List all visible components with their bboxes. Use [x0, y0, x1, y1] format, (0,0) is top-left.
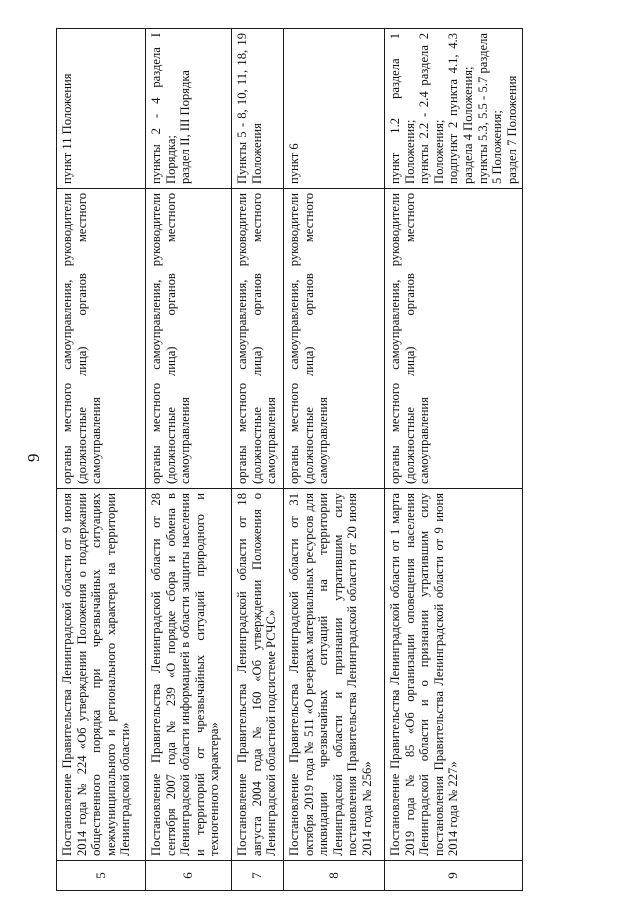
reference-line: пункт 1.2 раздела 1 Положения; [388, 33, 417, 184]
reference-line: подпункт 2 пункта 4.1, 4.3 раздела 4 Положения; [446, 33, 475, 184]
references-cell [146, 29, 232, 189]
regulations-table [56, 28, 523, 891]
reference-line: пункты 2.2 - 2.4 раздела 2 Положения; [417, 33, 446, 184]
reference-line: раздел II, III Порядка [178, 70, 193, 184]
subjects-cell: органы местного самоуправления, руководители (должностные лица) органов местного самоуправления [146, 189, 232, 489]
subjects-cell: органы местного самоуправления, руководители (должностные лица) органов местного самоуправления [284, 189, 385, 489]
reference-line: раздел 7 Положения [504, 75, 519, 184]
row-number: 9 [385, 861, 523, 891]
reference-line: пункты 2 - 4 раздела I Порядка; [149, 33, 178, 184]
document-title: Постановление Правительства Ленинградской области от 9 июня 2014 года № 224 «Об утверждении Положения о поддержании общественного порядка при чрезвычайных ситуациях межмуниципального и регионального характера на территории Ленинградской области» [57, 489, 146, 861]
table-row [284, 29, 385, 891]
reference-line: пункты 5.3, 5.5 - 5.7 раздела 5 Положения; [475, 33, 505, 184]
subjects-cell: органы местного самоуправления, руководители (должностные лица) органов местного самоуправления [385, 189, 523, 489]
reference-line: Пункты 5 - 8, 10, 11, 18, 19 Положения [235, 33, 264, 184]
subjects-cell: органы местного самоуправления, руководители (должностные лица) органов местного самоуправления [232, 189, 284, 489]
document-title: Постановление Правительства Ленинградской области от 31 октября 2019 года № 511 «О резервах материальных ресурсов для ликвидации чрезвычайных ситуаций на территории Ленинградской области и признании утратившим силу постановления Правительства Ленинградской области от 20 июня 2014 года № 256» [284, 489, 385, 861]
reference-line: пункт 11 Положения [60, 73, 74, 184]
references-cell [232, 29, 284, 189]
table-row [146, 29, 232, 891]
table-row [232, 29, 284, 891]
subjects-cell: органы местного самоуправления, руководители (должностные лица) органов местного самоуправления [57, 189, 146, 489]
row-number: 5 [57, 861, 146, 891]
row-number: 7 [232, 861, 284, 891]
references-cell [57, 29, 146, 189]
page-number: 9 [24, 453, 43, 462]
document-title: Постановление Правительства Ленинградской области от 1 марта 2019 года № 85 «Об организации оповещения населения Ленинградской области и о признании утратившим силу постановления Правительства Ленинградской области от 9 июня 2014 года № 227» [385, 489, 523, 861]
document-title: Постановление Правительства Ленинградской области от 18 августа 2004 года № 160 «Об утверждении Положения о Ленинградской областной подсистеме РСЧС» [232, 489, 284, 861]
references-cell [284, 29, 385, 189]
table-row [385, 29, 523, 891]
table-row [57, 29, 146, 891]
references-cell [385, 29, 523, 189]
document-title: Постановление Правительства Ленинградской области от 28 сентября 2007 года № 239 «О порядке сбора и обмена в Ленинградской области информацией в области защиты населения и территорий от чрезвычайных ситуаций природного и техногенного характера» [146, 489, 232, 861]
reference-line: пункт 6 [287, 143, 301, 184]
row-number: 6 [146, 861, 232, 891]
row-number: 8 [284, 861, 385, 891]
